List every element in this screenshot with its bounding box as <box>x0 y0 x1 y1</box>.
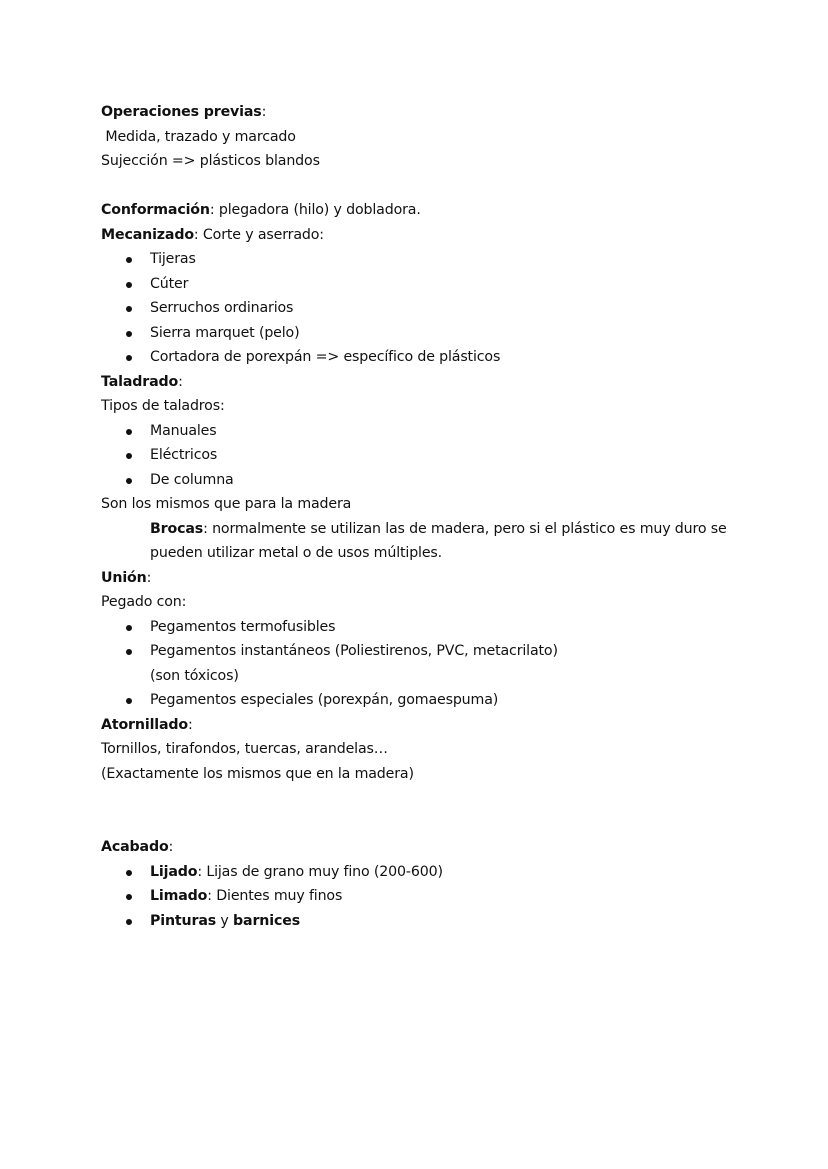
operaciones-heading: Operaciones previas <box>101 104 262 120</box>
operaciones-line-1: Medida, trazado y marcado <box>101 128 296 145</box>
operaciones-heading-colon: : <box>261 104 267 120</box>
list-item: Serruchos ordinarios <box>101 296 761 321</box>
atornillado-heading-line <box>101 713 761 738</box>
list-item-text: Pegamentos instantáneos (Poliestirenos, PVC, metacrilato) <box>150 643 558 659</box>
list-item: Eléctricos <box>101 443 761 468</box>
union-heading: Unión <box>101 569 147 586</box>
list-item <box>101 884 761 909</box>
union-heading-colon: : <box>146 569 152 586</box>
list-item <box>101 639 761 688</box>
atornillado-heading-colon: : <box>188 716 193 733</box>
conformacion-line <box>101 198 761 223</box>
pinturas-label: Pinturas <box>150 912 217 929</box>
limado-label: Limado <box>150 888 208 904</box>
taladrado-intro: Tipos de taladros: <box>101 398 225 414</box>
list-item: De columna <box>101 468 761 493</box>
brocas-text-1: : normalmente se utilizan las de madera, pero si el plástico es muy duro se <box>203 520 727 537</box>
list-item: Cúter <box>101 272 761 297</box>
list-item: Sierra marquet (pelo) <box>101 321 761 346</box>
taladrado-heading: Taladrado <box>101 373 179 390</box>
lijado-label: Lijado <box>150 863 198 880</box>
taladrado-list <box>101 419 761 493</box>
taladrado-heading-colon: : <box>178 373 183 390</box>
acabado-heading-line <box>101 835 761 860</box>
acabado-heading: Acabado <box>101 839 169 855</box>
list-item: Pegamentos especiales (porexpán, gomaespuma) <box>101 688 761 713</box>
taladrado-note: Son los mismos que para la madera <box>101 496 352 512</box>
brocas-line-1 <box>101 517 761 542</box>
spacer <box>101 786 761 835</box>
operaciones-line-2: Sujección => plásticos blandos <box>101 153 320 169</box>
pinturas-connector: y <box>216 912 234 929</box>
atornillado-line-2: (Exactamente los mismos que en la madera) <box>101 765 414 782</box>
union-heading-line <box>101 566 761 591</box>
acabado-list <box>101 860 761 934</box>
mecanizado-text: : Corte y aserrado: <box>193 226 324 243</box>
barnices-label: barnices <box>233 912 300 929</box>
brocas-line-2: pueden utilizar metal o de usos múltiples. <box>150 545 443 561</box>
brocas-label: Brocas <box>150 520 204 537</box>
operaciones-heading-line <box>101 100 761 125</box>
taladrado-heading-line <box>101 370 761 395</box>
mecanizado-list <box>101 247 761 370</box>
atornillado-line-1: Tornillos, tirafondos, tuercas, arandelas… <box>101 741 388 757</box>
list-item <box>101 860 761 885</box>
document-page <box>101 100 761 933</box>
mecanizado-line <box>101 223 761 248</box>
list-item-continuation: (son tóxicos) <box>150 667 239 684</box>
union-intro: Pegado con: <box>101 594 187 610</box>
list-item <box>101 909 761 934</box>
lijado-text: : Lijas de grano muy fino (200-600) <box>197 863 443 880</box>
limado-text: : Dientes muy finos <box>207 888 343 904</box>
list-item: Pegamentos termofusibles <box>101 615 761 640</box>
spacer <box>101 174 761 199</box>
conformacion-heading: Conformación <box>101 202 210 218</box>
mecanizado-heading: Mecanizado <box>101 226 194 243</box>
list-item: Manuales <box>101 419 761 444</box>
acabado-heading-colon: : <box>168 839 174 855</box>
conformacion-text: : plegadora (hilo) y dobladora. <box>209 202 421 218</box>
list-item: Cortadora de porexpán => específico de plásticos <box>101 345 761 370</box>
union-list <box>101 615 761 713</box>
list-item: Tijeras <box>101 247 761 272</box>
atornillado-heading: Atornillado <box>101 716 189 733</box>
